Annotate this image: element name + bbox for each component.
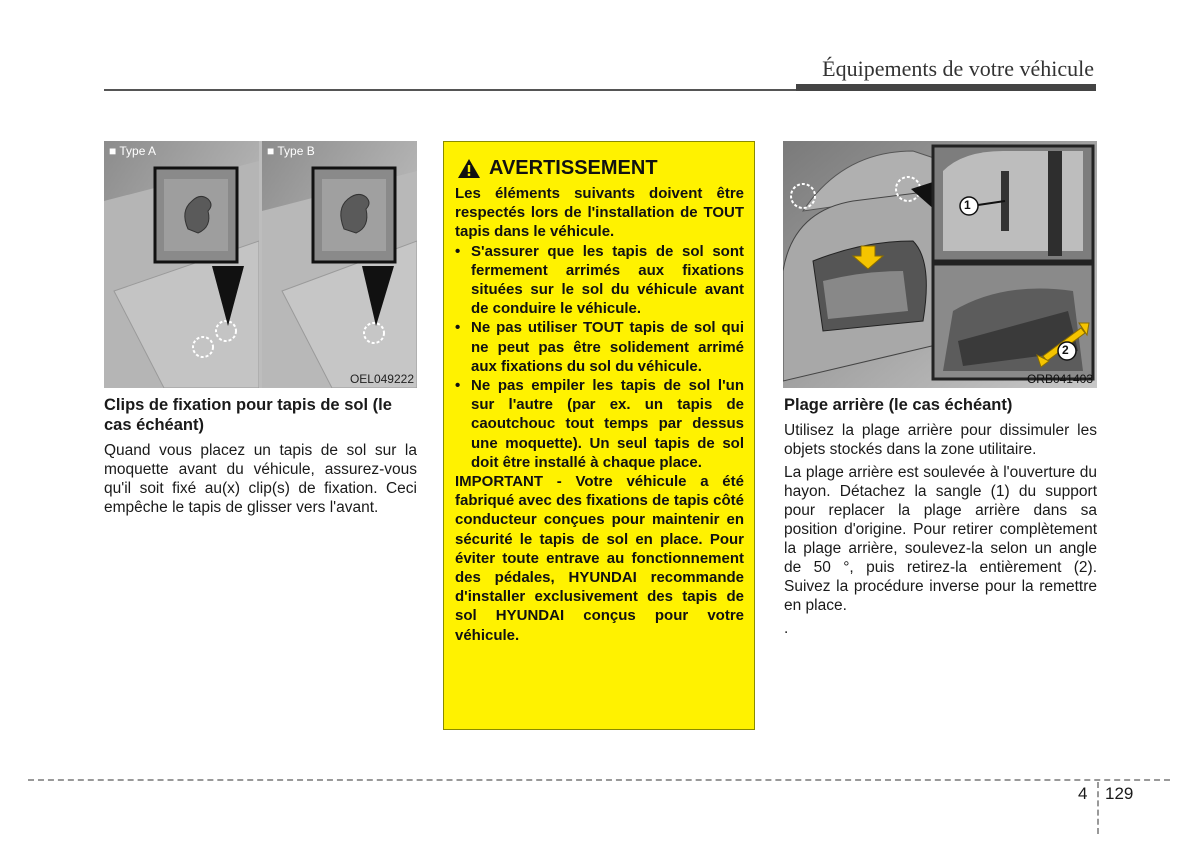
type-b-panel: [262, 141, 417, 388]
cargo-cover-paragraph: Utilisez la plage arrière pour dissimuler les objets stockés dans la zone utilitaire.: [784, 422, 1097, 458]
warning-triangle-icon: [457, 158, 481, 179]
warning-intro: Les éléments suivants doivent être respectés lors de l'installation de TOUT tapis dans le véhicule.: [455, 185, 744, 241]
header-rule-accent: [796, 84, 1096, 91]
floor-mat-clip-figure: [104, 141, 417, 388]
cargo-cover-paragraph: La plage arrière est soulevée à l'ouverture du hayon. Détachez la sangle (1) du support pour replacer la plage arrière dans sa position d'origine. Pour retirer complètement la plage arrière, soulevez-la selon un angle de 50 °, puis retirez-la entièrement (2). Suivez la procédure inverse pour la remettre en place.: [784, 464, 1097, 614]
warning-item: • Ne pas utiliser TOUT tapis de sol qui ne peut pas être solidement arrimé aux fixations du sol du véhicule.: [455, 318, 744, 376]
warning-item: • S'assurer que les tapis de sol sont fermement arrimés aux fixations situées sur le sol du véhicule avant de conduire le véhicule.: [455, 242, 744, 319]
floor-mat-clip-heading: Clips de fixation pour tapis de sol (le cas échéant): [104, 396, 392, 434]
type-a-panel: [104, 141, 259, 388]
type-b-label: ■ Type B: [267, 144, 315, 158]
callout-2: 2: [1062, 343, 1069, 357]
warning-header: [455, 156, 744, 180]
warning-item: • Ne pas empiler les tapis de sol l'un sur l'autre (par ex. un tapis de caoutchouc tout temps par dessus une moquette). Un seul tapis de sol doit être installé à chaque place.: [455, 376, 744, 472]
cargo-cover-figure: [783, 141, 1097, 388]
warning-list: [455, 242, 744, 472]
figure-code: OEL049222: [349, 372, 414, 386]
section-title: Équipements de votre véhicule: [822, 56, 1094, 81]
callout-1: 1: [964, 198, 971, 212]
chapter-number: 4: [1078, 784, 1088, 803]
cargo-cover-text: [784, 421, 1097, 642]
cargo-cover-paragraph: .: [784, 620, 789, 637]
type-a-illustration: [104, 141, 259, 388]
page-number: 129: [1105, 784, 1134, 803]
cargo-cover-illustration: [783, 141, 1097, 388]
footer-divider: [28, 779, 1170, 781]
figure-code: ORB041403: [1026, 372, 1093, 386]
warning-title: AVERTISSEMENT: [489, 156, 658, 179]
warning-important: IMPORTANT - Votre véhicule a été fabriqué avec des fixations de tapis côté conducteur conçues pour maintenir en sécurité le tapis de sol en place. Pour éviter toute entrave au fonctionnement des pédales, HYUNDAI recommande d'installer exclusivement des tapis de sol HYUNDAI conçus pour votre véhicule.: [455, 473, 744, 644]
type-b-illustration: [262, 141, 417, 388]
footer-vertical-divider: [1097, 782, 1099, 834]
floor-mat-clip-text: Quand vous placez un tapis de sol sur la moquette avant du véhicule, assurez-vous qu'il soit fixé au(x) clip(s) de fixation. Ceci empêche le tapis de glisser vers l'avant.: [104, 442, 417, 516]
cargo-cover-heading: Plage arrière (le cas échéant): [784, 396, 1013, 414]
type-a-label: ■ Type A: [109, 144, 157, 158]
warning-box: [443, 141, 755, 730]
